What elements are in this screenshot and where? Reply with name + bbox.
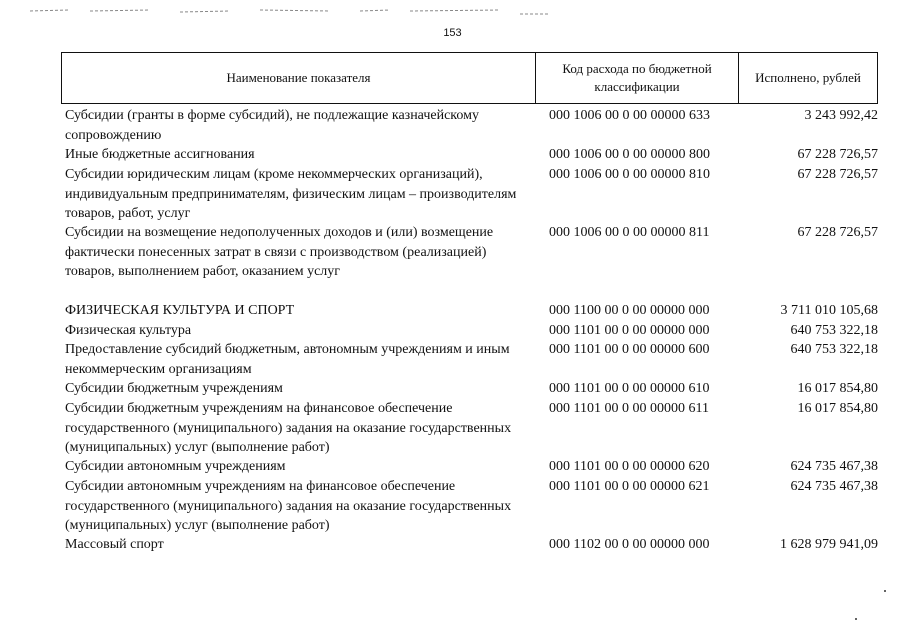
row-name: Субсидии юридическим лицам (кроме некоммерческих организаций), индивидуальным предпринимателям, физическим лицам – производителям товаров, работ, услуг bbox=[65, 167, 517, 221]
row-amount: 624 735 467,38 bbox=[790, 459, 878, 474]
row-name: Субсидии автономным учреждениям bbox=[65, 459, 286, 474]
row-amount: 640 753 322,18 bbox=[790, 342, 878, 357]
row-code: 000 1101 00 0 00 00000 621 bbox=[549, 479, 710, 494]
row-amount: 640 753 322,18 bbox=[790, 323, 878, 338]
row-code: 000 1006 00 0 00 00000 810 bbox=[549, 167, 710, 182]
row-amount: 16 017 854,80 bbox=[797, 401, 878, 416]
row-amount: 67 228 726,57 bbox=[797, 167, 878, 182]
row-name: Субсидии бюджетным учреждениям на финансовое обеспечение государственного (муниципального) задания на оказание государственных (муниципальных) услуг (выполнение работ) bbox=[65, 401, 512, 455]
row-name: Субсидии бюджетным учреждениям bbox=[65, 381, 283, 396]
header-amount-label: Исполнено, рублей bbox=[755, 70, 861, 85]
row-amount: 1 628 979 941,09 bbox=[780, 537, 878, 552]
row-amount: 67 228 726,57 bbox=[797, 147, 878, 162]
row-name: Субсидии на возмещение недополученных доходов и (или) возмещение фактически понесенных затрат в связи с производством (реализацией) товаров, выполнением работ, оказанием услуг bbox=[65, 225, 494, 279]
row-code: 000 1006 00 0 00 00000 800 bbox=[549, 147, 710, 162]
row-amount: 67 228 726,57 bbox=[797, 225, 878, 240]
page-number: 153 bbox=[443, 27, 462, 39]
header-name-label: Наименование показателя bbox=[226, 70, 371, 85]
table-header bbox=[61, 52, 878, 104]
row-name: Иные бюджетные ассигнования bbox=[65, 147, 255, 162]
scan-artifact-top bbox=[30, 2, 550, 12]
row-code: 000 1006 00 0 00 00000 811 bbox=[549, 225, 710, 240]
row-code: 000 1101 00 0 00 00000 611 bbox=[549, 401, 709, 416]
row-name: Физическая культура bbox=[65, 323, 192, 338]
row-code: 000 1006 00 0 00 00000 633 bbox=[549, 108, 710, 123]
row-code: 000 1102 00 0 00 00000 000 bbox=[549, 537, 710, 552]
scan-speck bbox=[855, 618, 857, 620]
row-code: 000 1101 00 0 00 00000 600 bbox=[549, 342, 710, 357]
row-name: Субсидии автономным учреждениям на финансовое обеспечение государственного (муниципального) задания на оказание государственных (муниципальных) услуг (выполнение работ) bbox=[65, 479, 512, 533]
row-name: Субсидии (гранты в форме субсидий), не подлежащие казначейскому сопровождению bbox=[65, 108, 479, 143]
header-code-label: Код расхода по бюджетной классификации bbox=[562, 61, 712, 94]
row-code: 000 1101 00 0 00 00000 000 bbox=[549, 323, 710, 338]
row-amount: 3 243 992,42 bbox=[804, 108, 878, 123]
row-amount: 16 017 854,80 bbox=[797, 381, 878, 396]
row-amount: 3 711 010 105,68 bbox=[780, 303, 878, 318]
scan-speck bbox=[884, 590, 886, 592]
row-name: Предоставление субсидий бюджетным, автономным учреждениям и иным некоммерческим организациям bbox=[65, 342, 510, 377]
header-name-cell bbox=[62, 53, 536, 103]
row-name: ФИЗИЧЕСКАЯ КУЛЬТУРА И СПОРТ bbox=[65, 303, 295, 318]
header-code-cell bbox=[536, 53, 739, 103]
row-code: 000 1101 00 0 00 00000 610 bbox=[549, 381, 710, 396]
row-amount: 624 735 467,38 bbox=[790, 479, 878, 494]
row-name: Массовый спорт bbox=[65, 537, 164, 552]
header-amount-cell bbox=[739, 53, 877, 103]
row-code: 000 1100 00 0 00 00000 000 bbox=[549, 303, 710, 318]
row-code: 000 1101 00 0 00 00000 620 bbox=[549, 459, 710, 474]
